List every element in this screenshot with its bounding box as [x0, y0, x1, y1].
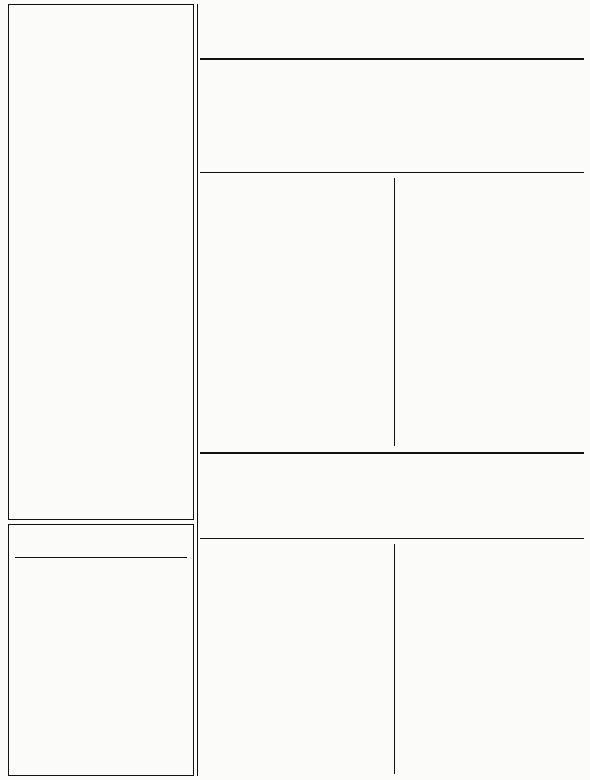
sidebar-appeal-box [8, 524, 194, 776]
section-top-divider [200, 452, 584, 454]
section-column-2 [204, 544, 388, 774]
article-column-2 [204, 178, 388, 446]
section-column-1 [400, 544, 582, 774]
sidebar-appeal-body [15, 563, 187, 769]
sidebar-appeal-heading [15, 531, 187, 553]
section-headline [204, 458, 580, 534]
section-bottom-divider [200, 538, 584, 539]
headline-divider [200, 58, 584, 60]
sidebar-notice-body [15, 61, 187, 491]
main-subheadline [204, 64, 580, 168]
section-column-divider [394, 544, 395, 774]
sidebar-gutter [197, 4, 198, 776]
sidebar-appeal-divider [15, 557, 187, 558]
article-column-divider [394, 178, 395, 446]
sidebar-notice-box [8, 4, 194, 520]
sidebar-notice-heading [15, 11, 187, 55]
main-headline [200, 6, 584, 54]
article-column-1 [400, 178, 582, 446]
subheadline-divider [200, 172, 584, 173]
sidebar-notice-footer [15, 497, 187, 513]
